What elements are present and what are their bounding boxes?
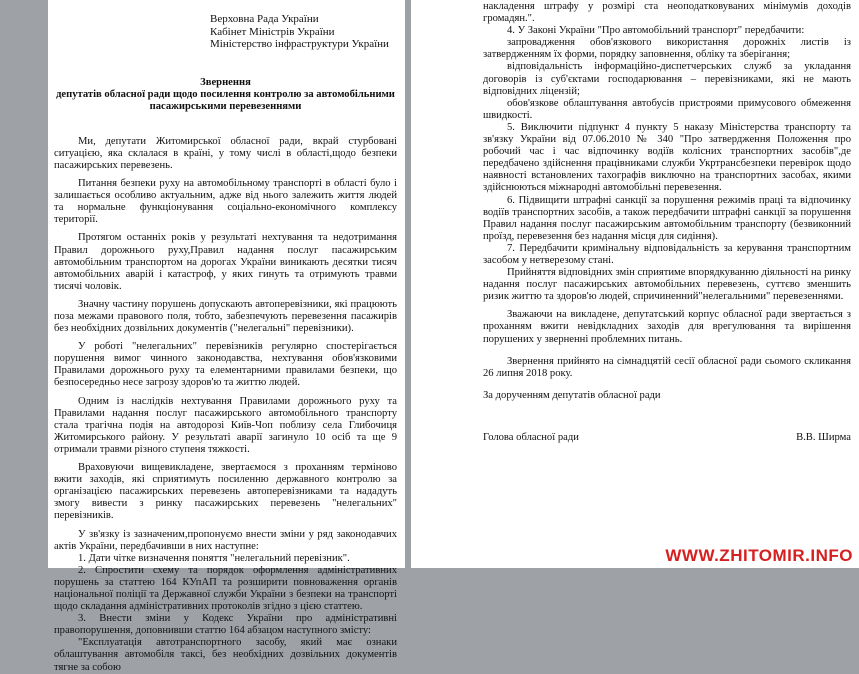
document-page-left [48,0,405,673]
signatory-title: Голова обласної ради [483,431,579,443]
list-item: 4. У Законі України "Про автомобільний транспорт" передбачити: [507,25,805,37]
paragraph: запровадження обов'язкового використання дорожніх листів із затвердженням їх форми, порядку заповнення, обліку та зберігання; [483,37,851,61]
left-column [54,0,397,674]
list-item: 7. Передбачити кримінальну відповідальність за керування транспортним засобом у нетверезому стані. [483,242,851,266]
paragraph: Прийняття відповідних змін сприятиме впорядкуванню діяльності на ринку надання послуг пасажирських автомобільних перевезень, суттєво зменшить ризик життю та здоров'ю людей, спричиненний"нелегальними" перевезеннями. [483,267,851,303]
list-item: 3. Внести зміни у Кодекс України про адміністративні правопорушення, доповнивши статтю 164 абзацом наступного змісту: [54,613,397,637]
paragraph: Ми, депутати Житомирської обласної ради, вкрай стурбовані ситуацією, яка склалася в країні, у тому числі в області,щодо безпеки пасажирських перевезень. [54,135,397,171]
addressee-verkhovna-rada: Верховна Рада України [210,13,319,25]
list-item: 1. Дати чітке визначення поняття "нелегальний перевізник". [78,552,350,564]
document-page-right [411,0,859,568]
document-title: Звернення [200,76,251,88]
paragraph: Враховуючи вищевикладене, звертаємося з проханням терміново вжити заходів, які сприятимуть посиленню державного контролю за організацією пасажирських перевезень автоперевізниками та нададуть змогу вивести з ринку пасажирських перевезень "нелегальних" перевізників. [54,462,397,522]
signatory-name: В.В. Ширма [796,431,851,443]
list-item: 5. Виключити підпункт 4 пункту 5 наказу Міністерства транспорту та зв'язку України від 07.06.2010 № 340 "Про затвердження Положення про робочий час і час відпочинку водіїв колісних транспортних засобів",де передбачено здійснення працівниками служби Укртрансбезпеки перевірок щодо наявності встановлених тахографів виключно на транспортних засобах, якими здійснюються міжнародні автомобільні перевезення. [483,121,851,194]
paragraph: накладення штрафу у розмірі ста неоподатковуваних мінімумів доходів громадян.". [483,1,851,25]
paragraph: Звернення прийнято на сімнадцятій сесії обласної ради сьомого скликання 26 липня 2018 року. [483,355,851,379]
list-item: 6. Підвищити штрафні санкції за порушення режимів праці та відпочинку водіїв транспортних засобів, а також передбачити штрафні санкції за порушення Правил надання послуг пасажирським автомобільним транспорту (безвиконний проїзд, перевезення без надання місця для сидіння). [483,194,851,242]
paragraph: Питання безпеки руху на автомобільному транспорті в області було і залишається особливо актуальним, адже від нього залежить життя людей та нормальне функціонування соціально-економічного комплексу території. [54,178,397,226]
paragraph: Значну частину порушень допускають автоперевізники, які працюють поза межами правового поля, тобто, забезпечують перевезення пасажирів без необхідних дозвільних документів ("нелегальні" перевізники). [54,298,397,335]
addressee-cabinet: Кабінет Міністрів України [210,25,335,38]
document-subtitle-line1: депутатів обласної ради щодо посилення контролю за автомобільними [56,88,395,100]
paragraph: За дорученням депутатів обласної ради [483,389,661,401]
paragraph: Одним із наслідків нехтування Правилами дорожнього руху та Правилами надання послуг пасажирського автомобільного транспорту стала трагічна подія на автодорозі Київ-Чоп поблизу села Глибочиця Житомирського району. У результаті аварії загинуло 10 осіб та ще 9 отримали травми різного ступеня тяжкості. [54,395,397,455]
document-subtitle-line2: пасажирськими перевезеннями [149,100,302,112]
addressee-ministry: Міністерство інфраструктури України [210,38,389,50]
paragraph: "Експлуатація автотранспортного засобу, який має ознаки облаштування автомобіля таксі, без необхідних дозвільних документів тягне за собою [54,637,397,673]
paragraph: Зважаючи на викладене, депутатський корпус обласної ради звертається з проханням вжити невідкладних заходів для врегулювання та вирішення порушених у зверненні проблемних питань. [483,309,851,345]
paragraph: Протягом останніх років у результаті нехтування та недотримання Правил дорожнього руху,Правил надання послуг пасажирським автомобільним транспортом на дорогах України виникають десятки тисяч автомобільних аварій і катастроф, у яких гинуть та отримують травми тисячі чоловік. [54,232,397,292]
paragraph: обов'язкове облаштування автобусів пристроями примусового обмеження швидкості. [483,97,851,121]
paragraph: відповідальність інформаційно-диспетчерських служб за укладання договорів із суб'єктами господарювання – перевізниками, які не мають відповідних ліцензій; [483,61,851,97]
right-column [483,0,851,444]
list-item: 2. Спростити схему та порядок оформлення адміністративних порушень за статтею 164 КУпАП та розширити повноваження органів національної поліції та Державної служби України з безпеки на транспорті щодо складання адміністративних протоколів згідно з цією статтею. [54,564,397,613]
paragraph: У зв'язку із зазначеним,пропонуємо внести зміни у ряд законодавчих актів України, передбачивши в них наступне: [54,528,397,552]
signature-block [483,432,851,444]
paragraph: У роботі "нелегальних" перевізників регулярно спостерігається порушення вимог чинного законодавства, нехтування обов'язковими Правилами дорожнього руху та елементарними правилами безпеки, що безпосередньо несе загрозу здоров'ю та життю людей. [54,341,397,389]
watermark: WWW.ZHITOMIR.INFO [665,546,853,565]
